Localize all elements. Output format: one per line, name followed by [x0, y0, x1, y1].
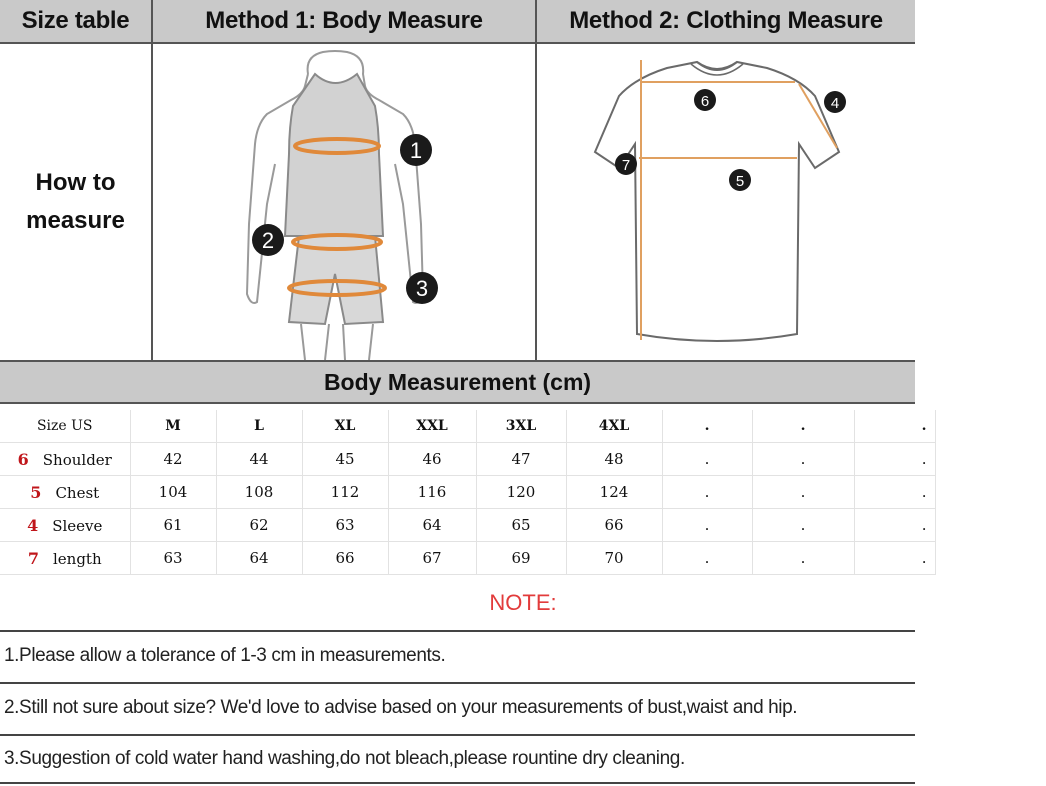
- table-cell: 64: [388, 509, 476, 542]
- clothing-measure-panel: [537, 42, 915, 360]
- table-cell: 104: [130, 476, 216, 509]
- table-cell: 66: [302, 542, 388, 575]
- table-row: [0, 443, 935, 476]
- table-cell: 61: [130, 509, 216, 542]
- table-cell: 65: [476, 509, 566, 542]
- marker-1: [400, 134, 432, 166]
- header-cell: 3XL: [476, 410, 566, 443]
- method2-header: Method 2: Clothing Measure: [537, 0, 915, 42]
- method1-header: Method 1: Body Measure: [153, 0, 537, 42]
- table-cell: .: [752, 509, 854, 542]
- marker-5: [729, 169, 751, 191]
- header-cell: .: [854, 410, 935, 443]
- table-cell: 112: [302, 476, 388, 509]
- table-cell: 63: [302, 509, 388, 542]
- row-label: 6 Shoulder: [0, 443, 130, 476]
- row-label: 4 Sleeve: [0, 509, 130, 542]
- svg-text:5: 5: [735, 173, 745, 190]
- table-cell: 46: [388, 443, 476, 476]
- table-cell: .: [854, 476, 935, 509]
- marker-7: [615, 153, 637, 175]
- table-row: [0, 542, 935, 575]
- table-row: [0, 476, 935, 509]
- svg-text:6: 6: [700, 93, 710, 110]
- table-cell: .: [662, 542, 752, 575]
- marker-4: [824, 91, 846, 113]
- table-cell: .: [752, 542, 854, 575]
- tshirt-illustration: [537, 44, 915, 360]
- table-cell: 44: [216, 443, 302, 476]
- table-cell: .: [662, 509, 752, 542]
- table-cell: 64: [216, 542, 302, 575]
- table-cell: 66: [566, 509, 662, 542]
- table-cell: .: [854, 542, 935, 575]
- table-cell: .: [854, 509, 935, 542]
- header-cell: M: [130, 410, 216, 443]
- marker-6: [694, 89, 716, 111]
- note-1: 1.Please allow a tolerance of 1-3 cm in measurements.: [0, 630, 915, 680]
- how-to-measure-text: How to measure: [26, 169, 125, 234]
- table-cell: .: [662, 443, 752, 476]
- table-row: [0, 509, 935, 542]
- table-cell: 67: [388, 542, 476, 575]
- table-cell: .: [854, 443, 935, 476]
- row-label: 5 Chest: [0, 476, 130, 509]
- svg-text:2: 2: [261, 228, 275, 253]
- table-cell: 45: [302, 443, 388, 476]
- table-cell: 62: [216, 509, 302, 542]
- svg-text:4: 4: [830, 95, 840, 112]
- note-title: NOTE:: [489, 590, 557, 615]
- svg-text:1: 1: [409, 138, 423, 163]
- marker-2: [252, 224, 284, 256]
- body-measurement-title-bar: [0, 360, 915, 404]
- header-cell: L: [216, 410, 302, 443]
- table-cell: 120: [476, 476, 566, 509]
- header-cell: XL: [302, 410, 388, 443]
- row-label: 7 length: [0, 542, 130, 575]
- body-measure-panel: [153, 42, 537, 360]
- table-cell: .: [752, 443, 854, 476]
- table-cell: 108: [216, 476, 302, 509]
- table-cell: 116: [388, 476, 476, 509]
- body-figure-illustration: [153, 44, 535, 360]
- how-to-measure-cell: [0, 42, 153, 360]
- table-cell: 124: [566, 476, 662, 509]
- table-header-row: [0, 410, 935, 443]
- table-cell: 69: [476, 542, 566, 575]
- section-title: Body Measurement (cm): [323, 368, 592, 395]
- svg-text:3: 3: [415, 276, 429, 301]
- header-cell: .: [662, 410, 752, 443]
- header-cell: .: [752, 410, 854, 443]
- table-cell: .: [752, 476, 854, 509]
- size-table-header: Size table: [0, 0, 153, 42]
- table-cell: .: [662, 476, 752, 509]
- table-cell: 47: [476, 443, 566, 476]
- svg-text:7: 7: [621, 157, 631, 174]
- header-cell: XXL: [388, 410, 476, 443]
- marker-3: [406, 272, 438, 304]
- table-cell: 42: [130, 443, 216, 476]
- table-cell: 48: [566, 443, 662, 476]
- header-cell: 4XL: [566, 410, 662, 443]
- size-chart-table: [0, 410, 936, 575]
- table-cell: 70: [566, 542, 662, 575]
- header-cell: Size US: [0, 410, 130, 443]
- table-cell: 63: [130, 542, 216, 575]
- note-2: 2.Still not sure about size? We'd love to advise based on your measurements of bust,waist and hip.: [0, 682, 915, 732]
- note-3: 3.Suggestion of cold water hand washing,do not bleach,please rountine dry cleaning.: [0, 734, 915, 784]
